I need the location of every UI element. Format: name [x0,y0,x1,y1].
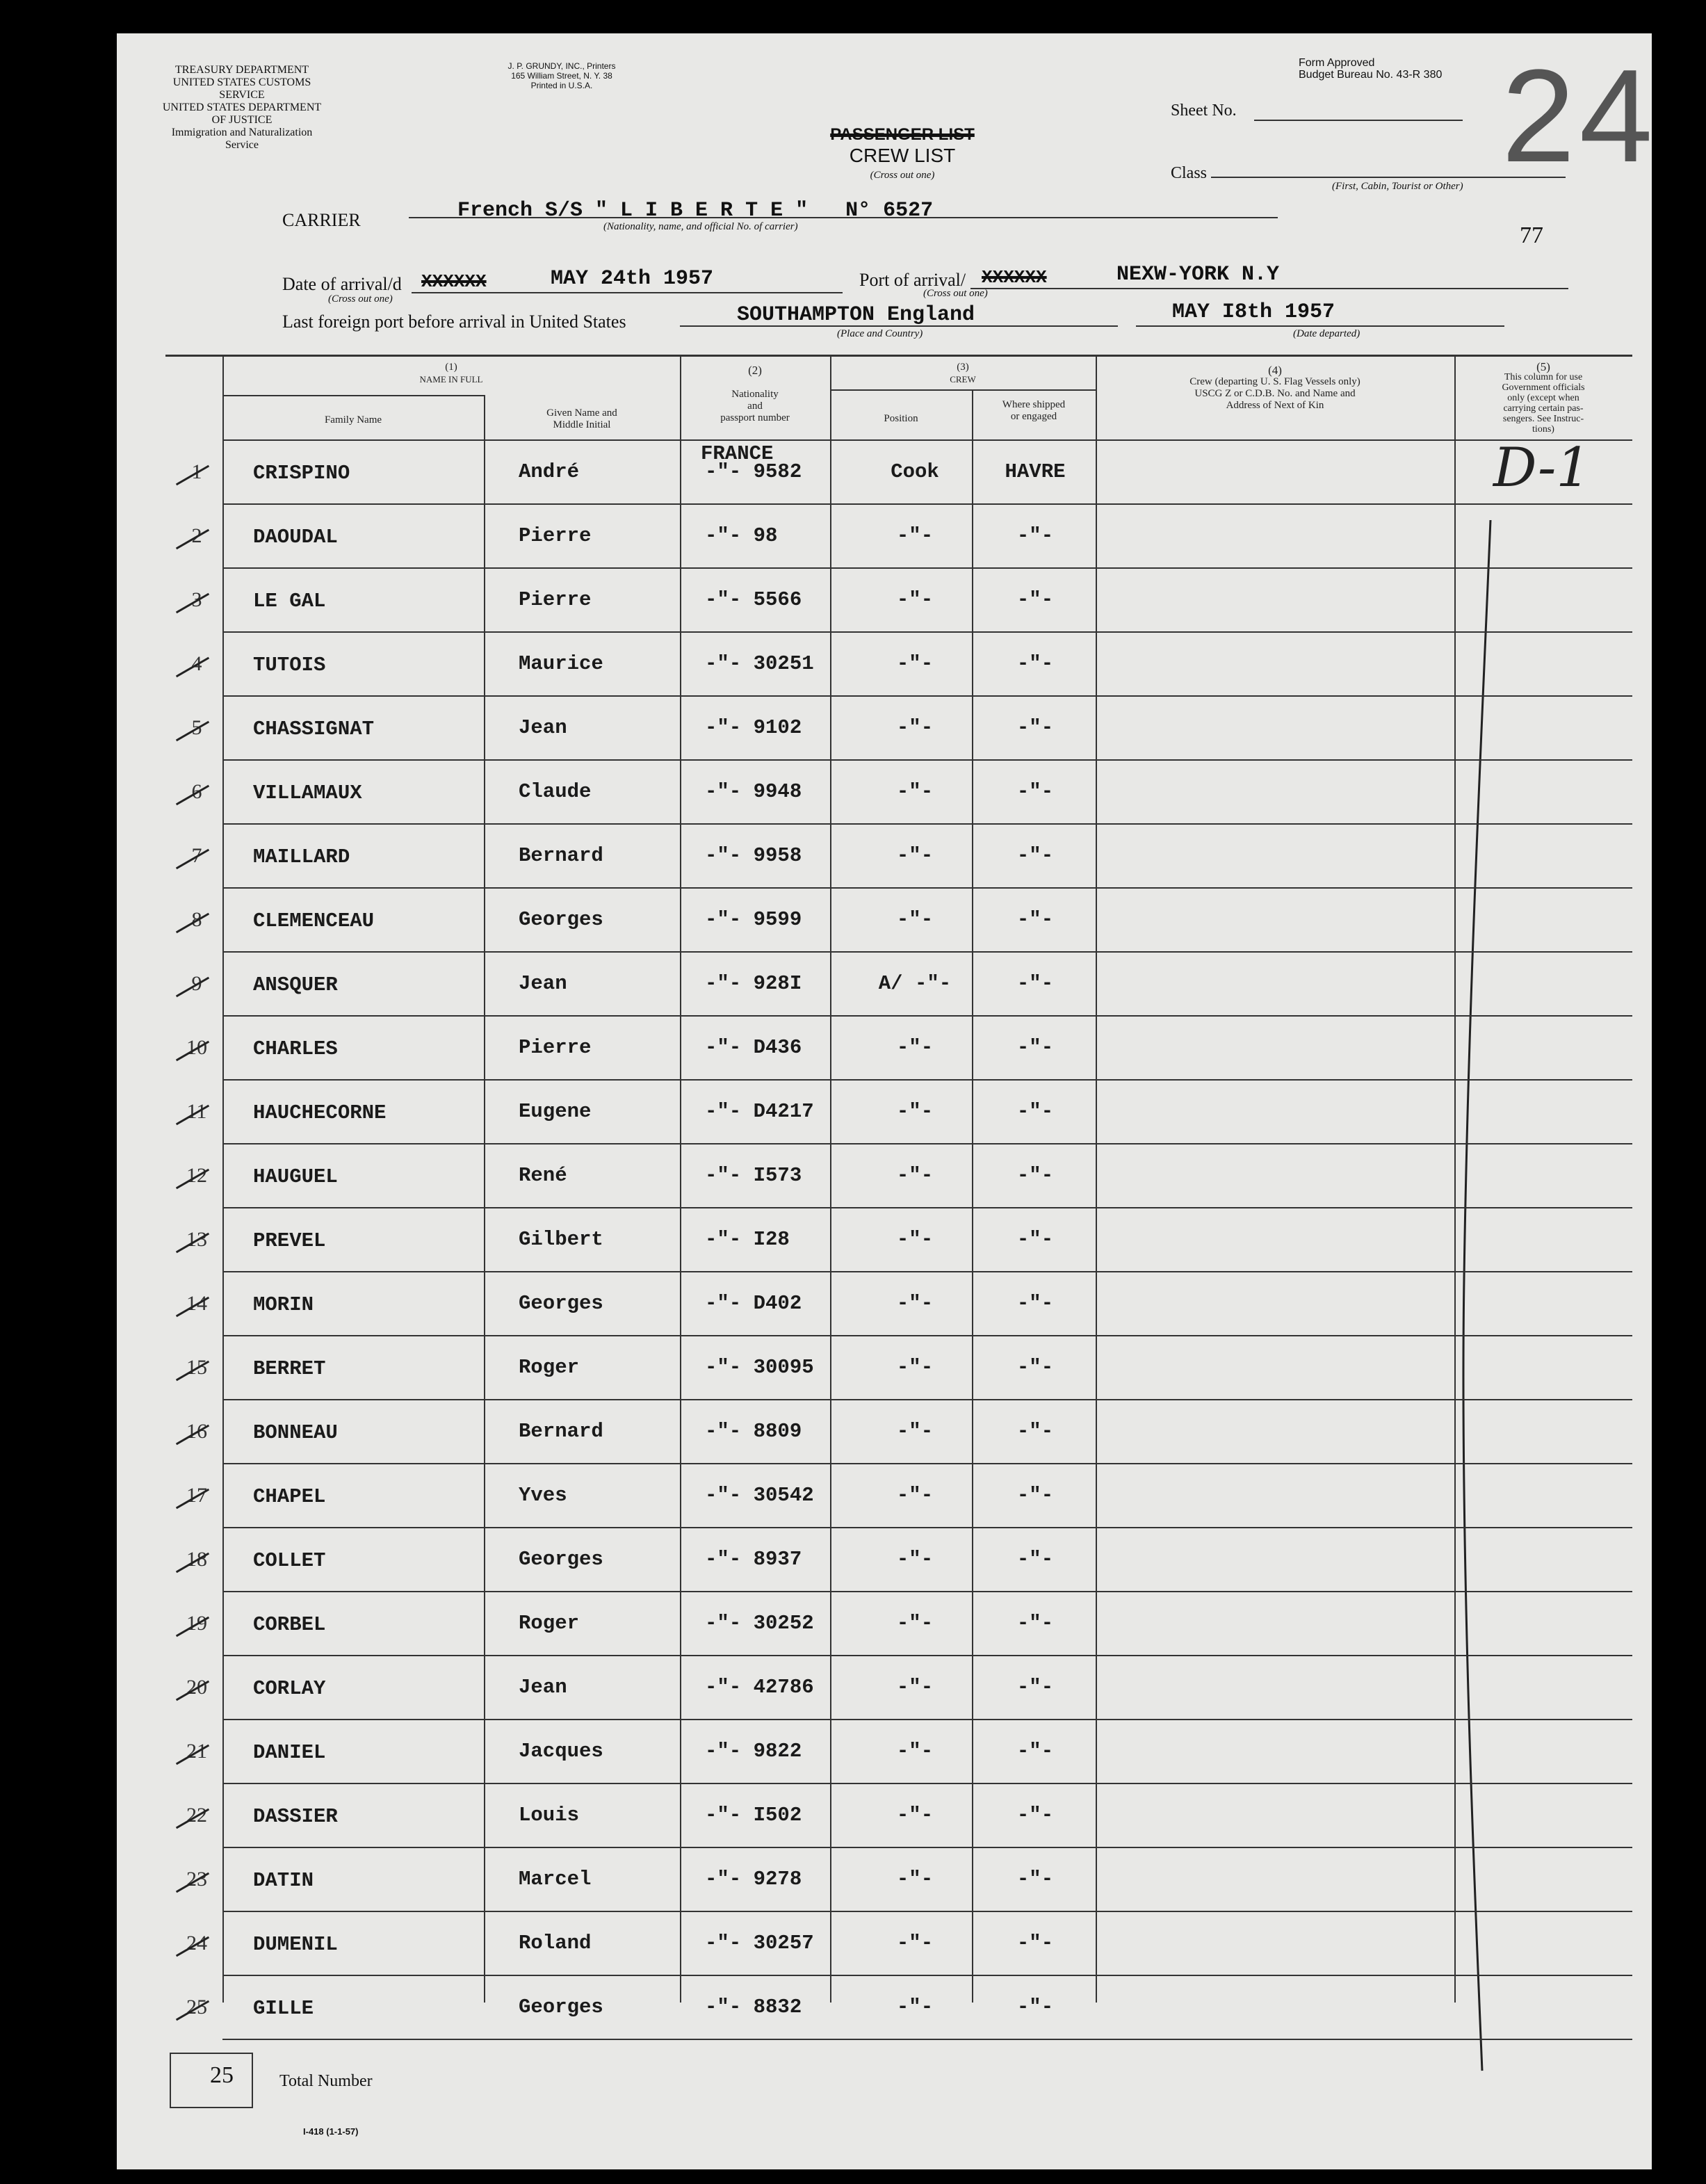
date-departed-underline [1136,325,1504,327]
crew-position: -"- [896,716,934,739]
row-number: 8 [191,908,202,931]
crew-position: -"- [896,524,934,547]
col5-line: sengers. See Instruc- [1502,414,1584,424]
passport-number: -"- 9599 [705,908,802,931]
where-engaged: -"- [1016,1484,1054,1507]
passport-number: -"- 30257 [705,1932,814,1955]
passport-number: -"- 30542 [705,1484,814,1507]
family-name-header: Family Name [324,414,382,426]
passport-number: -"- 9958 [705,844,802,867]
col1-title: NAME IN FULL [419,374,483,385]
date-arrival-label: Date of arrival/d [282,274,402,294]
date-arrival-value: MAY 24th 1957 [551,267,714,291]
port-arrival-label: Port of arrival/ [859,270,966,290]
class-label: Class [1171,164,1208,182]
passport-number: -"- 98 [705,524,778,547]
where-engaged: -"- [1016,716,1054,739]
row-number: 19 [186,1612,207,1635]
row-number: 6 [191,780,202,803]
date-arrival-note: (Cross out one) [328,293,393,305]
row-divider [222,823,1632,825]
family-name: LE GAL [253,590,326,613]
passport-number: -"- D436 [705,1036,802,1059]
where-engaged: -"- [1016,1804,1054,1827]
col5-header [1454,362,1632,435]
crew-position: -"- [896,1740,934,1763]
sheet-number: 24 [1502,42,1657,190]
nationality: FRANCE [701,442,774,465]
crew-position: -"- [896,1932,934,1955]
where-engaged: -"- [1016,1036,1054,1059]
form-approved [1299,57,1442,81]
form-approved-text: Form Approved [1299,57,1375,69]
row-divider [222,1079,1632,1081]
row-divider [222,1463,1632,1464]
family-name: CORBEL [253,1613,326,1636]
passport-number: -"- 928I [705,972,802,995]
family-name: GILLE [253,1997,314,2020]
col3-number: (3) [957,362,969,373]
col2-number: (2) [748,364,762,377]
family-name: PREVEL [253,1229,326,1252]
given-name: Eugene [519,1100,592,1123]
row-number: 9 [191,972,202,995]
row-divider [222,1719,1632,1720]
passenger-list-crossed: PASSENGER LIST [830,125,975,144]
crew-position: -"- [896,1612,934,1635]
row-number: 10 [186,1036,207,1059]
where-header [972,399,1096,423]
col2-line: passport number [720,412,790,423]
col5-line: tions) [1532,424,1554,435]
family-name: CORLAY [253,1677,326,1700]
given-name: Roger [519,1612,580,1635]
date-arrival-crossed: XXXXXX [421,271,487,292]
passport-number: -"- 30095 [705,1356,814,1379]
col5-line: carrying certain pas- [1503,403,1584,414]
class-note: (First, Cabin, Tourist or Other) [1332,181,1463,192]
given-name-header-line: Middle Initial [553,419,611,430]
family-name: DUMENIL [253,1933,338,1956]
where-engaged: -"- [1016,1356,1054,1379]
where-engaged: -"- [1016,588,1054,611]
given-name: René [519,1164,567,1187]
passport-number: -"- 9948 [705,780,802,803]
where-engaged: -"- [1016,972,1054,995]
crew-position: -"- [896,1164,934,1187]
port-arrival-note: (Cross out one) [923,288,988,299]
class-underline [1211,177,1566,178]
row-divider [222,1271,1632,1272]
col3-header [830,362,1096,385]
header-bottom-line [222,439,1632,441]
crew-position: -"- [896,1804,934,1827]
where-engaged: -"- [1016,1676,1054,1699]
row-divider [222,1847,1632,1848]
given-name: Jean [519,716,567,739]
printer-header [492,61,631,90]
printer-line: 165 William Street, N. Y. 38 [511,71,612,81]
col2-line: Nationality [731,389,779,400]
printer-line: Printed in U.S.A. [530,81,593,90]
given-name: Jean [519,972,567,995]
last-port-value: SOUTHAMPTON England [737,303,975,327]
where-engaged: -"- [1016,1996,1054,2019]
row-divider [222,1399,1632,1400]
row-number: 3 [191,588,202,611]
col2-header [680,364,830,424]
given-name: Pierre [519,524,592,547]
where-engaged: -"- [1016,1740,1054,1763]
crew-position: Cook [891,460,939,483]
family-name: VILLAMAUX [253,782,362,804]
given-name: Yves [519,1484,567,1507]
family-name: DANIEL [253,1741,326,1764]
where-engaged: -"- [1016,652,1054,675]
given-name: Bernard [519,1420,603,1443]
family-name: TUTOIS [253,654,326,677]
given-name: Louis [519,1804,580,1827]
passport-number: -"- 9102 [705,716,802,739]
row-divider [222,503,1632,505]
passport-number: -"- 8809 [705,1420,802,1443]
passport-number: -"- 30252 [705,1612,814,1635]
row-number: 25 [186,1996,207,2019]
passport-number: -"- D402 [705,1292,802,1315]
row-divider [222,1527,1632,1528]
row-number: 22 [186,1804,207,1827]
crew-position: -"- [896,1868,934,1891]
family-name: CRISPINO [253,462,350,485]
family-name: HAUGUEL [253,1165,338,1188]
family-name: CHAPEL [253,1485,326,1508]
passport-number: -"- 8832 [705,1996,802,2019]
crew-position: -"- [896,1420,934,1443]
family-name: CLEMENCEAU [253,909,375,932]
col-divider [1096,355,1097,2003]
given-name-header-line: Given Name and [546,407,617,419]
row-divider [222,951,1632,953]
carrier-label: CARRIER [282,210,361,230]
crew-position: -"- [896,844,934,867]
row-number: 11 [186,1100,207,1123]
last-port-label: Last foreign port before arrival in United States [282,312,626,332]
handwritten-mark: D-1 [1493,437,1591,499]
family-name: HAUCHECORNE [253,1101,387,1124]
row-divider [222,1911,1632,1912]
row-number: 4 [191,652,202,675]
where-engaged: -"- [1016,1228,1054,1251]
where-engaged: -"- [1016,780,1054,803]
col3-title: CREW [950,374,976,385]
family-name: MAILLARD [253,846,350,868]
row-number: 2 [191,524,202,547]
row-number: 12 [186,1164,207,1187]
last-port-note: (Place and Country) [837,328,923,339]
col1-number: (1) [445,362,457,373]
passport-number: -"- 9822 [705,1740,802,1763]
budget-bureau-text: Budget Bureau No. 43-R 380 [1299,69,1443,81]
port-arrival-crossed: XXXXXX [982,267,1047,288]
crew-position: -"- [896,1292,934,1315]
given-name: André [519,460,580,483]
carrier-value: French S/S " L I B E R T E " N° 6527 [457,199,934,223]
where-header-line: Where shipped [1002,399,1066,410]
table-left-border [222,355,224,2003]
family-name: BONNEAU [253,1421,338,1444]
crew-position: A/ -"- [878,972,952,995]
carrier-note: (Nationality, name, and official No. of carrier) [603,221,798,232]
where-engaged: HAVRE [1005,460,1066,483]
dept-line: UNITED STATES CUSTOMS SERVICE [172,76,311,101]
row-divider [222,695,1632,697]
row-divider [222,1015,1632,1017]
total-label: Total Number [279,2072,373,2090]
passport-number: -"- 8937 [705,1548,802,1571]
total-value: 25 [210,2062,234,2088]
family-name: BERRET [253,1357,326,1380]
family-name: DAOUDAL [253,526,338,549]
given-name-header [484,407,680,431]
col-divider [680,355,681,2003]
printer-line: J. P. GRUNDY, INC., Printers [507,61,616,71]
passport-number: -"- I573 [705,1164,802,1187]
row-number: 17 [186,1484,207,1507]
row-number: 14 [186,1292,207,1315]
family-name: MORIN [253,1293,314,1316]
col1-header [222,362,680,385]
row-number: 24 [186,1932,207,1955]
col-divider [830,355,831,2003]
row-divider [222,759,1632,761]
given-name: Georges [519,908,603,931]
given-name: Georges [519,1996,603,2019]
row-number: 18 [186,1548,207,1571]
family-name: CHARLES [253,1037,338,1060]
where-engaged: -"- [1016,524,1054,547]
crew-position: -"- [896,1676,934,1699]
row-divider [222,1207,1632,1208]
date-arrival-underline [412,292,843,293]
crew-position: -"- [896,780,934,803]
passport-number: -"- I502 [705,1804,802,1827]
department-header [159,64,325,152]
handwritten-stroke [1454,513,1510,2085]
sheet-underline [1254,120,1463,121]
document-page [117,33,1657,2169]
family-name: DATIN [253,1869,314,1892]
where-engaged: -"- [1016,844,1054,867]
dept-line: UNITED STATES DEPARTMENT OF JUSTICE [162,102,322,126]
given-name: Gilbert [519,1228,603,1251]
given-name: Bernard [519,844,603,867]
crew-position: -"- [896,1996,934,2019]
extra-number: 77 [1520,223,1543,248]
col4-line: Crew (departing U. S. Flag Vessels only) [1189,376,1360,387]
row-divider [222,1143,1632,1144]
sheet-label: Sheet No. [1171,102,1237,120]
row-number: 20 [186,1676,207,1699]
passport-number: -"- 5566 [705,588,802,611]
col4-number: (4) [1268,364,1282,377]
passport-number: -"- I28 [705,1228,790,1251]
family-name: ANSQUER [253,973,338,996]
row-divider [222,631,1632,633]
row-number: 16 [186,1420,207,1443]
passport-number: -"- 42786 [705,1676,814,1699]
cross-out-note: (Cross out one) [870,170,935,181]
position-header: Position [884,413,918,424]
family-name: COLLET [253,1549,326,1572]
row-divider [222,2039,1632,2040]
dept-line: TREASURY DEPARTMENT [174,64,309,76]
col5-line: only (except when [1507,393,1579,403]
row-number: 1 [191,460,202,483]
row-number: 7 [191,844,202,867]
passport-number: -"- 9278 [705,1868,802,1891]
given-name: Georges [519,1548,603,1571]
given-name: Jean [519,1676,567,1699]
header-subline [222,395,484,396]
table-top-border [165,355,1632,357]
crew-position: -"- [896,1548,934,1571]
family-name: DASSIER [253,1805,338,1828]
row-divider [222,1655,1632,1656]
crew-position: -"- [896,652,934,675]
given-name: Claude [519,780,592,803]
date-departed-note: (Date departed) [1293,328,1360,339]
where-engaged: -"- [1016,1292,1054,1315]
given-name: Pierre [519,588,592,611]
crew-position: -"- [896,908,934,931]
given-name: Maurice [519,652,603,675]
col5-line: This column for use [1504,372,1583,382]
where-engaged: -"- [1016,1420,1054,1443]
row-divider [222,1975,1632,1976]
passport-number: -"- 30251 [705,652,814,675]
where-header-line: or engaged [1010,411,1057,422]
given-name: Roger [519,1356,580,1379]
passport-number: -"- 9582 [705,460,802,483]
crew-position: -"- [896,1228,934,1251]
where-engaged: -"- [1016,1932,1054,1955]
col5-line: Government officials [1502,382,1585,393]
date-departed-value: MAY I8th 1957 [1172,300,1335,324]
dept-line: Immigration and Naturalization Service [171,127,313,151]
form-code: I-418 (1-1-57) [303,2126,359,2137]
where-engaged: -"- [1016,1548,1054,1571]
row-number: 15 [186,1356,207,1379]
col4-line: Address of Next of Kin [1226,400,1324,411]
row-number: 13 [186,1228,207,1251]
crew-position: -"- [896,588,934,611]
where-engaged: -"- [1016,1612,1054,1635]
passport-number: -"- D4217 [705,1100,814,1123]
crew-position: -"- [896,1484,934,1507]
row-number: 21 [186,1740,207,1763]
port-arrival-value: NEXW-YORK N.Y [1116,263,1280,286]
row-divider [222,1783,1632,1784]
where-engaged: -"- [1016,908,1054,931]
row-divider [222,1335,1632,1336]
given-name: Roland [519,1932,592,1955]
crew-position: -"- [896,1356,934,1379]
col5-number: (5) [1536,360,1550,373]
port-arrival-underline [970,288,1568,289]
where-engaged: -"- [1016,1868,1054,1891]
family-name: CHASSIGNAT [253,718,375,741]
header-subline [830,389,1096,391]
row-divider [222,1591,1632,1592]
crew-position: -"- [896,1100,934,1123]
row-divider [222,887,1632,889]
crew-list-title: CREW LIST [849,145,956,166]
row-number: 5 [191,716,202,739]
col4-header [1096,364,1454,412]
given-name: Pierre [519,1036,592,1059]
given-name: Marcel [519,1868,592,1891]
where-engaged: -"- [1016,1100,1054,1123]
crew-position: -"- [896,1036,934,1059]
given-name: Georges [519,1292,603,1315]
row-number: 23 [186,1868,207,1891]
col2-line: and [747,401,763,412]
given-name: Jacques [519,1740,603,1763]
col4-line: USCG Z or C.D.B. No. and Name and [1194,388,1356,399]
row-divider [222,567,1632,569]
col-divider [484,395,485,2003]
where-engaged: -"- [1016,1164,1054,1187]
